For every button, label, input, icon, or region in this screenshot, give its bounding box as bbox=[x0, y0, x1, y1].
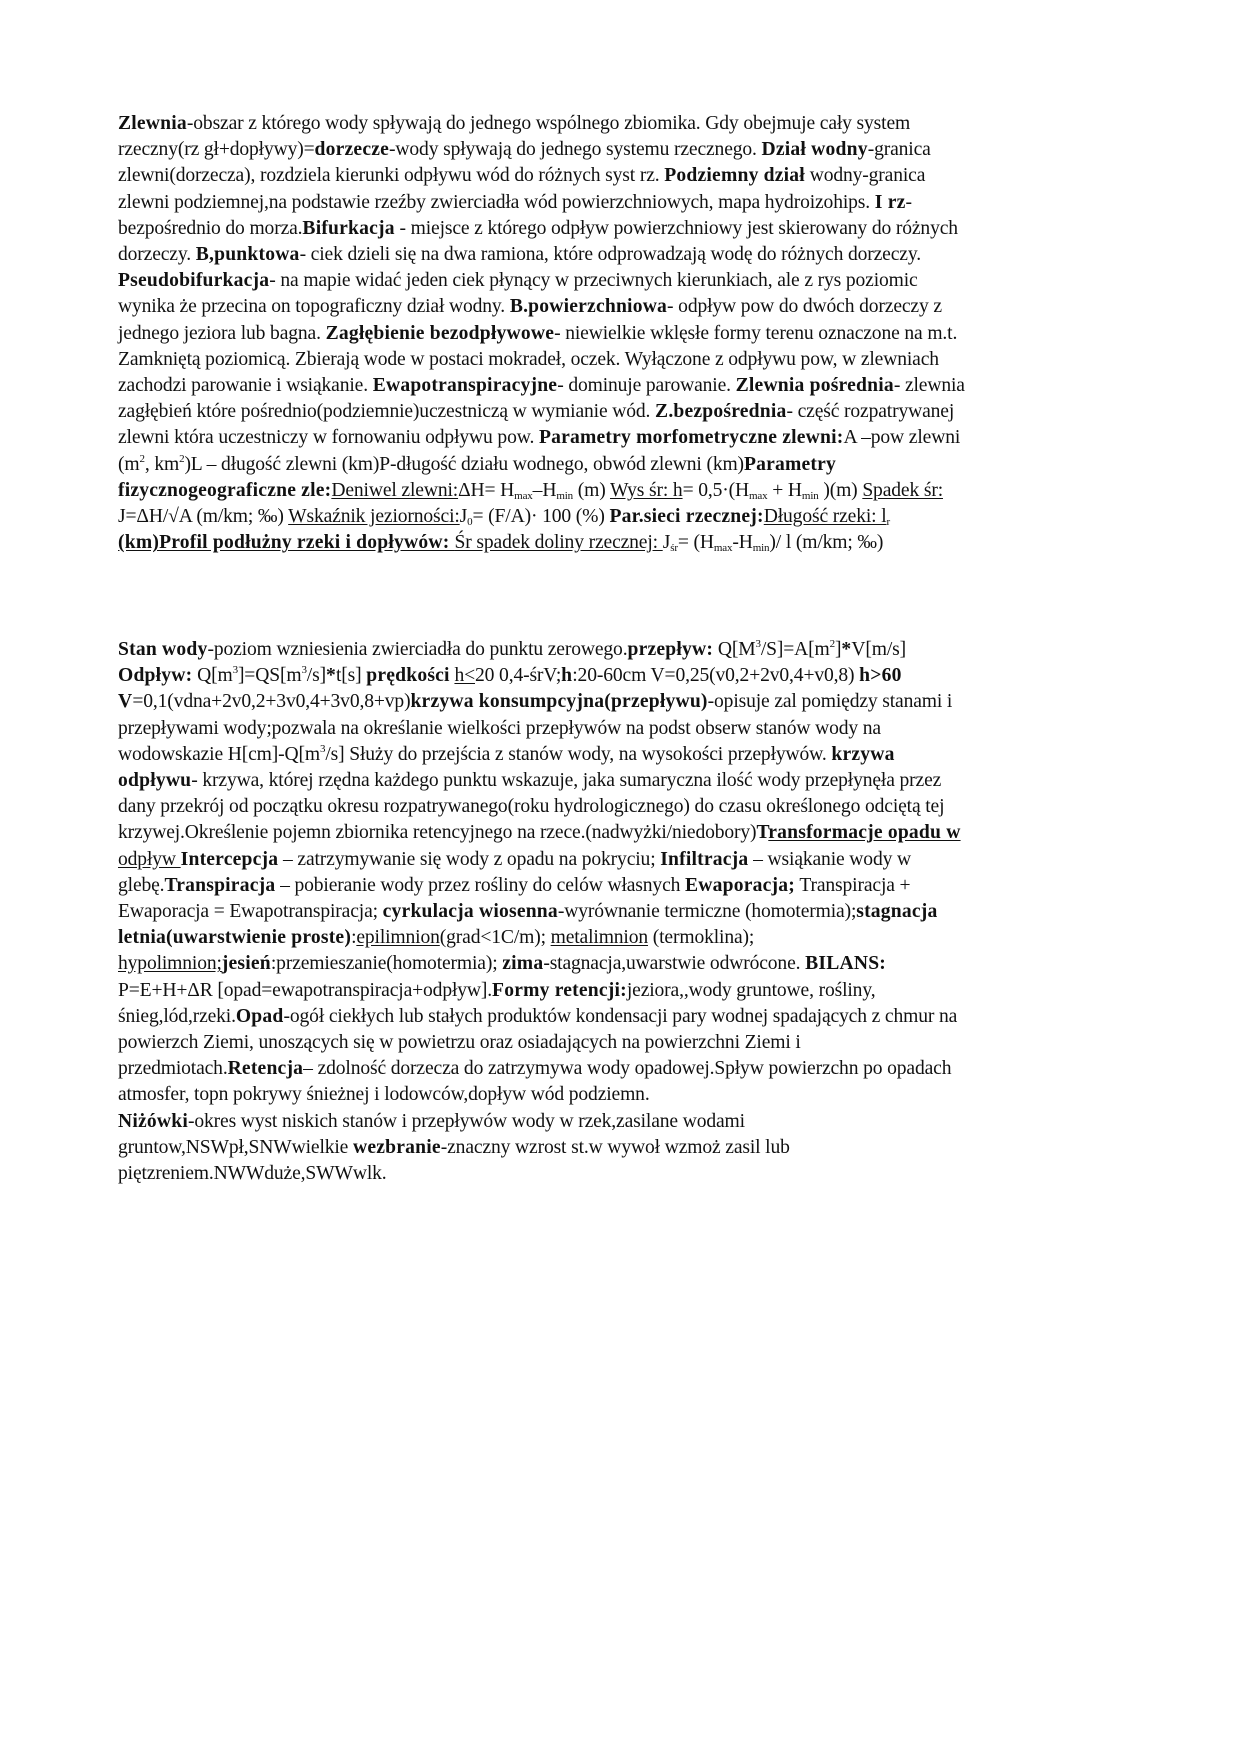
text-run: )/ l (m/km; ‰) bbox=[769, 532, 884, 554]
text-run: -okres wyst niskich stanów i przepływów wody w rzek,zasilane wodami bbox=[187, 1110, 745, 1132]
text-run: zagłębień które pośrednio(podziemnie)uczestniczą w wymianie wód. bbox=[118, 401, 656, 423]
term-heading: Odpływ: bbox=[118, 665, 193, 687]
text-run: przedmiotach. bbox=[118, 1058, 228, 1080]
text-run: max bbox=[749, 489, 768, 502]
text-line bbox=[118, 530, 883, 556]
term-heading: Formy retencji: bbox=[492, 979, 627, 1001]
text-line bbox=[118, 899, 938, 925]
term-heading: B.powierzchniowa bbox=[509, 296, 668, 318]
text-line bbox=[118, 216, 958, 242]
text-run: = (H bbox=[677, 532, 714, 554]
text-run: = 0,5·(H bbox=[682, 479, 750, 501]
term-heading: odpływu bbox=[118, 770, 192, 791]
text-line bbox=[118, 1161, 387, 1187]
text-run: śr bbox=[670, 542, 678, 555]
text-run: + H bbox=[767, 479, 802, 501]
term-heading: Opad bbox=[235, 1005, 284, 1027]
text-run: : bbox=[351, 927, 357, 949]
text-run: h< bbox=[454, 665, 475, 687]
text-run: Zamkniętą poziomicą. Zbierają wode w postaci mokradeł, oczek. Wyłączone z odpływu pow, w zlewniach bbox=[118, 348, 939, 370]
text-line bbox=[118, 742, 895, 768]
term-heading: Stan wody bbox=[118, 639, 208, 660]
text-run: =0,1(vdna+2v0,2+3v0,4+3v0,8+vp) bbox=[132, 691, 411, 713]
text-line bbox=[118, 873, 910, 899]
text-run: /s] bbox=[306, 665, 326, 687]
text-run: jednego jeziora lub bagna. bbox=[118, 322, 326, 344]
text-run: 2 bbox=[179, 452, 185, 465]
text-run: powierzch Ziemi, unoszących się w powietrzu oraz osiadających na powierzchni Ziemi i bbox=[118, 1032, 801, 1053]
text-run: Q[M bbox=[713, 639, 756, 660]
text-run: min bbox=[752, 542, 770, 555]
text-run: - bbox=[905, 191, 912, 213]
text-run: ]=QS[m bbox=[237, 665, 302, 687]
text-run: 3 bbox=[232, 664, 238, 677]
text-run: (m bbox=[118, 453, 140, 475]
text-line bbox=[118, 504, 890, 530]
term-heading: h bbox=[561, 665, 573, 687]
text-line bbox=[118, 794, 944, 820]
text-line bbox=[118, 847, 911, 873]
term-heading: Infiltracja bbox=[660, 848, 749, 870]
text-line bbox=[118, 478, 943, 504]
text-run: :20-60cm V=0,25(v0,2+2v0,4+v0,8) bbox=[572, 665, 860, 687]
term-heading: jesień bbox=[221, 953, 271, 975]
text-run: – zatrzymywanie się wody z opadu na pokryciu; bbox=[278, 848, 661, 870]
term-heading: fizycznogeograficzne zle: bbox=[118, 479, 332, 501]
term-heading: krzywa konsumpcyjna(przepływu) bbox=[410, 691, 708, 713]
text-run: -wody spływają do jednego systemu rzecznego. bbox=[389, 139, 762, 161]
text-run: V[m/s] bbox=[851, 639, 906, 660]
term-heading: Zagłębienie bezodpływowe bbox=[325, 322, 555, 344]
text-run: -stagnacja,uwarstwie odwrócone. bbox=[543, 953, 806, 975]
text-run: -obszar z którego wody spływają do jednego wspólnego zbiomika. Gdy obejmuje cały system bbox=[186, 113, 911, 134]
text-run: - krzywa, której rzędna każdego punktu wskazuje, jaka sumaryczna ilość wody przepłynęła przez bbox=[191, 770, 942, 791]
text-run: – pobieranie wody przez rośliny do celów własnych bbox=[275, 874, 686, 896]
term-heading: Zlewnia pośrednia bbox=[735, 375, 894, 396]
text-run: , km bbox=[144, 453, 180, 475]
text-run: -granica bbox=[867, 139, 931, 161]
text-run: Deniwel zlewni: bbox=[331, 479, 459, 501]
term-heading: BILANS: bbox=[805, 953, 887, 975]
text-run: przepływami wody;pozwala na określanie wielkości przepływów na podst obserw stanów wody na bbox=[118, 717, 881, 739]
text-run: :przemieszanie(homotermia); bbox=[270, 953, 503, 975]
text-run: (grad<1C/m); bbox=[439, 927, 551, 949]
text-line bbox=[118, 637, 906, 663]
term-heading: Pseudobifurkacja bbox=[118, 270, 270, 292]
text-run: max bbox=[713, 542, 733, 555]
text-run: Q[m bbox=[192, 665, 233, 687]
term-heading: przepływ: bbox=[627, 639, 714, 660]
term-heading: Bifurkacja bbox=[302, 217, 395, 239]
text-run: - niewielkie wklęsłe formy terenu oznaczone na m.t. bbox=[554, 322, 958, 344]
term-heading: * bbox=[325, 665, 336, 687]
term-heading: Ewapotranspiracyjne bbox=[372, 375, 558, 396]
text-run: -znaczny wzrost st.w wywoł wzmoż zasil lub bbox=[440, 1136, 790, 1158]
text-line bbox=[118, 321, 957, 347]
term-heading: zima bbox=[502, 953, 544, 975]
text-line bbox=[118, 242, 921, 268]
text-run: )(m) bbox=[818, 479, 863, 501]
text-run: -wyrównanie termiczne (homotermia); bbox=[557, 901, 857, 922]
text-line bbox=[118, 820, 961, 846]
term-heading: (km)Profil podłużny rzeki i dopływów: bbox=[118, 532, 455, 554]
text-run: min bbox=[801, 489, 819, 502]
text-run: metalimnion bbox=[550, 927, 649, 949]
text-line bbox=[118, 294, 942, 320]
text-line bbox=[118, 373, 965, 399]
text-line bbox=[118, 1082, 650, 1108]
text-line bbox=[118, 452, 836, 478]
text-run: -H bbox=[732, 532, 753, 554]
text-run: Wskaźnik jeziorności: bbox=[288, 506, 460, 527]
text-run: 3 bbox=[319, 742, 326, 755]
text-run: krzywej.Określenie pojemn zbiornika retencyjnego na rzece.(nadwyżki/niedobory) bbox=[118, 822, 757, 844]
text-run: -ogół ciekłych lub stałych produktów kondensacji pary wodnej spadających z chmur na bbox=[283, 1005, 958, 1027]
term-heading: Dział wodny bbox=[761, 139, 868, 161]
text-run: dany przekrój od początku okresu rozpatrywanego(roku hydrologicznego) do czasu określonego odciętą tej bbox=[118, 796, 945, 818]
text-line bbox=[118, 716, 881, 742]
term-heading: letnia(uwarstwienie proste) bbox=[118, 927, 352, 949]
text-line bbox=[118, 268, 918, 294]
text-run: 2 bbox=[829, 638, 835, 650]
text-run: śnieg,lód,rzeki. bbox=[118, 1005, 236, 1027]
term-heading: stagnacja bbox=[856, 901, 938, 922]
text-run: - część rozpatrywanej bbox=[786, 401, 955, 423]
text-line bbox=[118, 399, 954, 425]
term-heading: Transpiracja bbox=[164, 874, 276, 896]
term-heading: h>60 bbox=[859, 665, 902, 687]
text-line bbox=[118, 347, 939, 373]
text-run: dorzeczy. bbox=[118, 244, 196, 265]
term-heading: Podziemny dział bbox=[664, 165, 805, 187]
text-line bbox=[118, 951, 886, 977]
term-heading: Zlewnia bbox=[118, 113, 187, 134]
text-line bbox=[118, 190, 912, 216]
text-run: - miejsce z którego odpływ powierzchniowy jest skierowany do różnych bbox=[394, 217, 958, 239]
text-run: -opisuje zal pomiędzy stanami i bbox=[707, 691, 953, 713]
text-run: t[s] bbox=[335, 665, 367, 687]
text-run: – wsiąkanie wody w bbox=[748, 848, 911, 870]
text-run: odpływ bbox=[118, 848, 181, 870]
text-run: - ciek dzieli się na dwa ramiona, które odprowadzają wodę do różnych dorzeczy. bbox=[299, 244, 921, 265]
term-heading: B,punktowa bbox=[195, 244, 300, 265]
text-run: /S]=A[m bbox=[760, 639, 830, 660]
term-heading: * bbox=[841, 639, 852, 660]
text-run: zlewni która uczestniczy w fornowaniu odpływu pow. bbox=[118, 427, 539, 449]
text-line bbox=[118, 425, 960, 451]
text-run: /s] Służy do przejścia z stanów wody, na wysokości przepływów. bbox=[325, 743, 832, 765]
text-run: 2 bbox=[139, 452, 145, 465]
text-run: A –pow zlewni bbox=[843, 427, 961, 449]
term-heading: V bbox=[118, 691, 133, 713]
term-heading: Ewaporacja; bbox=[685, 874, 795, 896]
text-run: hypolimnion; bbox=[118, 953, 222, 975]
text-run: piętzreniem.NWWduże,SWWwlk. bbox=[118, 1163, 387, 1184]
text-run: –H bbox=[532, 479, 557, 501]
term-heading: Intercepcja bbox=[180, 848, 279, 870]
text-line bbox=[118, 163, 925, 189]
text-line bbox=[118, 137, 931, 163]
text-line bbox=[118, 978, 875, 1004]
text-run: bezpośrednio do morza. bbox=[118, 217, 303, 239]
term-heading: T bbox=[756, 822, 769, 844]
text-run: - dominuje parowanie. bbox=[557, 375, 736, 396]
text-run: Śr spadek doliny rzecznej: bbox=[454, 532, 663, 554]
text-run: J=ΔH/√A (m/km; ‰) bbox=[118, 506, 289, 527]
term-heading: wezbranie bbox=[352, 1136, 441, 1158]
text-run: = (F/A)· 100 (%) bbox=[472, 506, 610, 527]
text-line bbox=[118, 1109, 745, 1135]
text-run: max bbox=[514, 489, 533, 502]
text-run: zachodzi parowanie i wsiąkanie. bbox=[118, 375, 373, 396]
text-run: Transpiracja + bbox=[794, 874, 911, 896]
text-line bbox=[118, 689, 952, 715]
text-run: epilimnion bbox=[356, 927, 440, 949]
text-run: J bbox=[662, 532, 671, 554]
text-line bbox=[118, 1030, 801, 1056]
text-run: ] bbox=[835, 639, 842, 660]
term-heading: I rz bbox=[874, 191, 906, 213]
term-heading: cyrkulacja wiosenna bbox=[382, 901, 558, 922]
text-run: - na mapie widać jeden ciek płynący w przeciwnych kierunkiach, ale z rys poziomic bbox=[269, 270, 918, 292]
text-run: J bbox=[459, 506, 468, 527]
text-run: (m) bbox=[573, 479, 610, 501]
term-heading: Retencja bbox=[227, 1058, 304, 1080]
text-run: rzeczny(rz gł+dopływy)= bbox=[118, 139, 315, 161]
text-line bbox=[118, 663, 902, 689]
text-line bbox=[118, 1056, 951, 1082]
term-heading: prędkości bbox=[366, 665, 450, 687]
text-line bbox=[118, 1004, 957, 1030]
text-run: 20 0,4-śrV; bbox=[475, 665, 562, 687]
text-line bbox=[118, 111, 910, 137]
text-run: – zdolność dorzecza do zatrzymywa wody opadowej.Spływ powierzchn po opadach bbox=[303, 1058, 952, 1080]
text-run: wodny-granica bbox=[804, 165, 926, 187]
text-run: -poziom wzniesienia zwierciadła do punktu zerowego. bbox=[207, 639, 628, 660]
term-heading: Parametry morfometryczne zlewni: bbox=[538, 427, 844, 449]
term-heading: Niżówki bbox=[118, 1110, 188, 1132]
term-heading: krzywa bbox=[831, 743, 895, 765]
term-heading: dorzecze bbox=[314, 139, 390, 161]
text-run: atmosfer, topn pokrywy śnieżnej i lodowców,dopływ wód podziemn. bbox=[118, 1084, 650, 1106]
text-run: jeziora,,wody gruntowe, rośliny, bbox=[626, 979, 876, 1001]
text-line bbox=[118, 925, 754, 951]
term-heading: Z.bezpośrednia bbox=[655, 401, 787, 423]
text-run: Spadek śr: bbox=[862, 479, 943, 501]
term-heading: Parametry bbox=[743, 453, 837, 475]
text-run: zlewni(dorzecza), rozdziela kierunki odpływu wód do różnych syst rz. bbox=[118, 165, 665, 187]
text-run: r bbox=[886, 516, 890, 528]
text-run: zlewni podziemnej,na podstawie rzeźby zwierciadła wód powierzchniowych, mapa hydroizohips. bbox=[118, 191, 875, 213]
text-run: 3 bbox=[301, 664, 307, 677]
text-line bbox=[118, 1135, 790, 1161]
text-run: glebę. bbox=[118, 874, 165, 896]
text-run: (termoklina); bbox=[648, 927, 755, 949]
text-run: 0 bbox=[467, 516, 473, 528]
text-run: - odpływ pow do dwóch dorzeczy z bbox=[667, 296, 942, 318]
term-heading: Par.sieci rzecznej: bbox=[609, 506, 764, 527]
text-run: ΔH= H bbox=[458, 479, 515, 501]
text-run: wodowskazie H[cm]-Q[m bbox=[118, 743, 320, 765]
text-run: 3 bbox=[755, 638, 761, 650]
text-line bbox=[118, 768, 941, 794]
text-run: Ewaporacja = Ewapotranspiracja; bbox=[118, 901, 383, 922]
text-run: P=E+H+ΔR [opad=ewapotranspiracja+odpływ]. bbox=[118, 979, 493, 1001]
text-run: )L – długość zlewni (km)P-długość działu wodnego, obwód zlewni (km) bbox=[184, 453, 744, 475]
text-run: - zlewnia bbox=[893, 375, 965, 396]
text-run: gruntow,NSWpł,SNWwielkie bbox=[118, 1136, 353, 1158]
text-run: Wys śr: h bbox=[609, 479, 683, 501]
text-run: min bbox=[556, 489, 573, 502]
term-heading: ransformacje opadu w bbox=[768, 822, 961, 844]
text-run: Długość rzeki: l bbox=[763, 506, 887, 527]
text-run: wynika że przecina on topograficzny dział wodny. bbox=[118, 296, 510, 318]
